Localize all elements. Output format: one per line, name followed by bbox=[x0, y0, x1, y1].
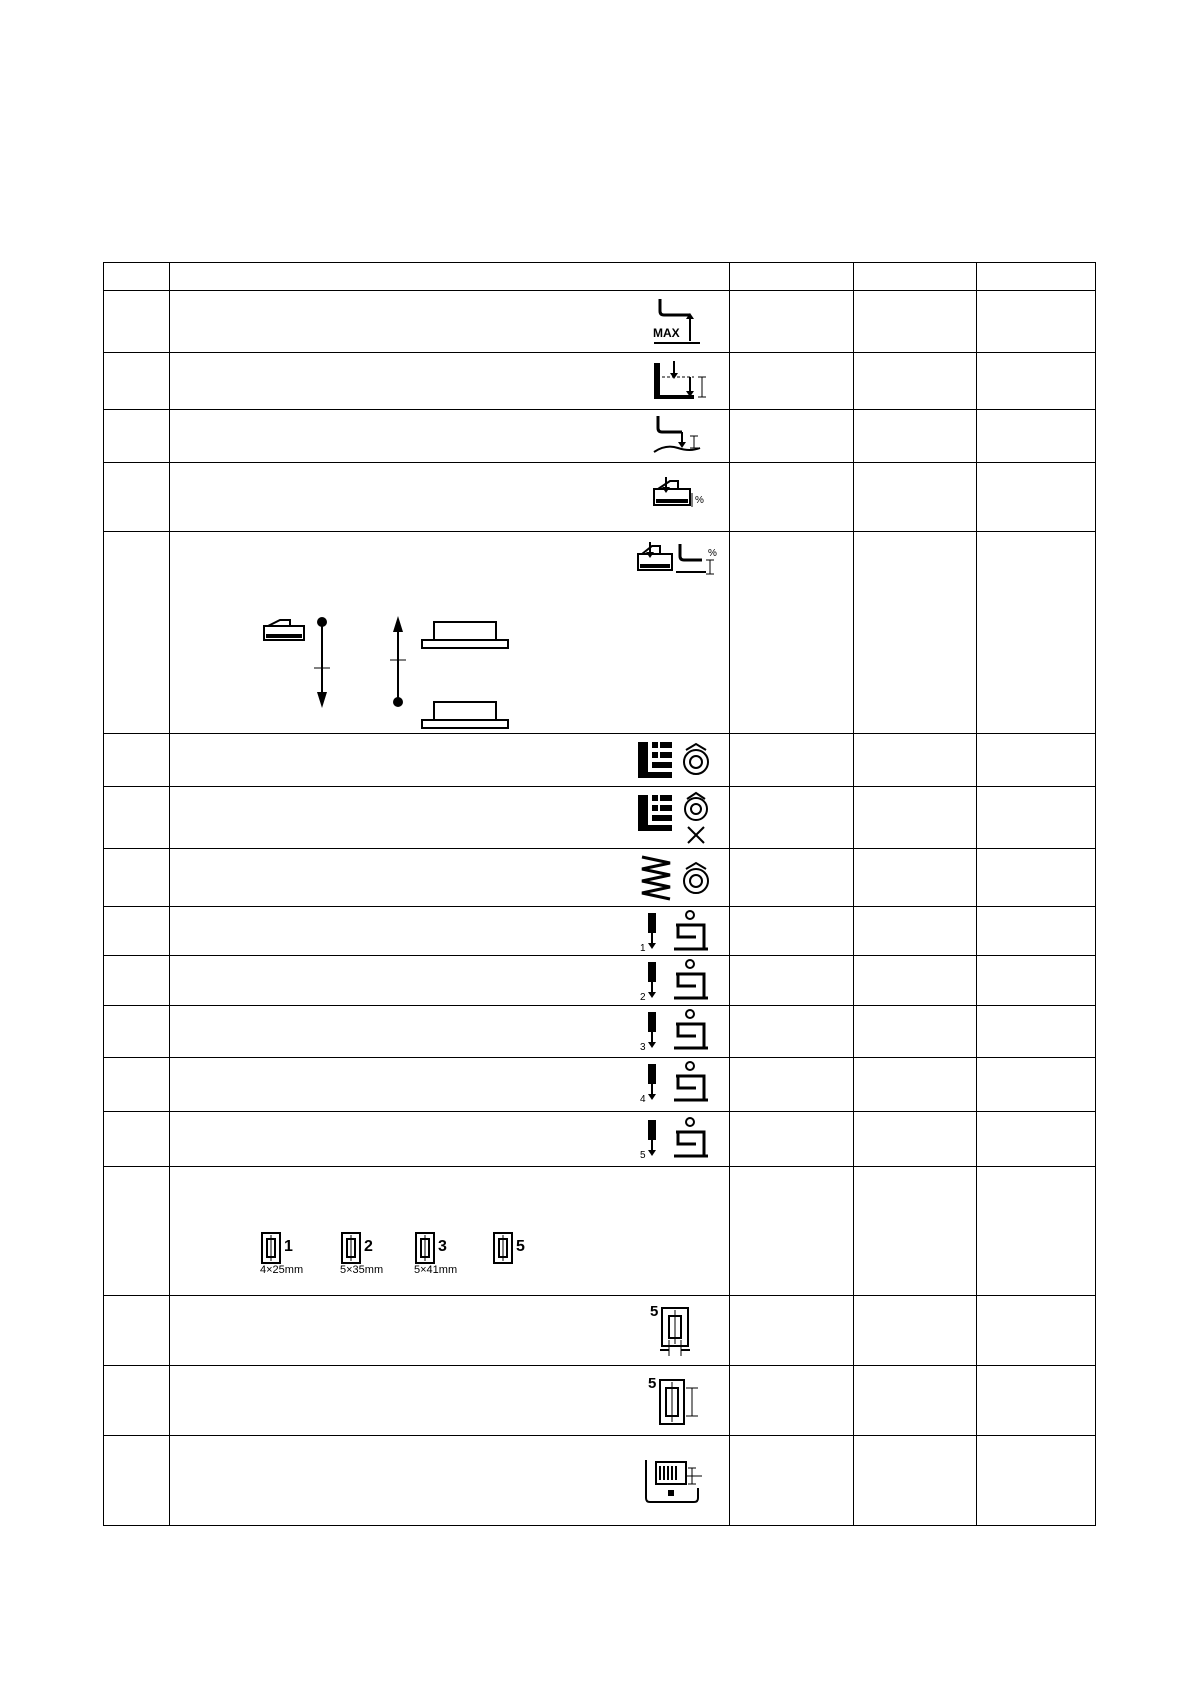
knife-number: 3 bbox=[438, 1238, 447, 1255]
up-arrow-diagram bbox=[386, 614, 410, 714]
table-row bbox=[104, 532, 1096, 734]
table-row bbox=[104, 1167, 1096, 1296]
knife-size: 5×41mm bbox=[414, 1264, 458, 1275]
table-row bbox=[104, 1366, 1096, 1436]
plate-top-diagram bbox=[420, 620, 510, 650]
feed-plate-percent-icon bbox=[650, 475, 710, 515]
step-number: 5 bbox=[640, 1150, 646, 1161]
max-label: MAX bbox=[653, 326, 680, 340]
table-row bbox=[104, 1058, 1096, 1112]
percent-label: % bbox=[695, 495, 704, 506]
feed-plate-small-icon bbox=[262, 616, 310, 644]
presser-stroke-icon bbox=[648, 357, 712, 407]
knife-number-badge: 5 bbox=[650, 1303, 659, 1320]
knife-number: 1 bbox=[284, 1238, 293, 1255]
header-cell-item bbox=[170, 263, 730, 291]
step-number: 4 bbox=[640, 1094, 646, 1105]
knife-length-icon bbox=[646, 1372, 706, 1430]
buttonhole-offset-icon bbox=[642, 1458, 706, 1506]
knife-option-2 bbox=[340, 1231, 404, 1275]
header-cell-no bbox=[104, 263, 170, 291]
header-cell-col3 bbox=[730, 263, 854, 291]
knife-option-3 bbox=[414, 1231, 478, 1275]
table-row bbox=[104, 787, 1096, 849]
knife-number: 5 bbox=[516, 1238, 525, 1255]
knife-number-badge: 5 bbox=[648, 1375, 657, 1392]
table-row bbox=[104, 353, 1096, 410]
header-cell-col5 bbox=[977, 263, 1096, 291]
step-number: 2 bbox=[640, 992, 646, 1003]
knife-size: 4×25mm bbox=[260, 1264, 304, 1275]
table-row bbox=[104, 907, 1096, 956]
stitch-speed-icon bbox=[636, 738, 716, 782]
plate-bottom-diagram bbox=[420, 700, 510, 730]
needle-step-3-icon bbox=[638, 1008, 714, 1054]
table-row bbox=[104, 291, 1096, 353]
knife-number: 2 bbox=[364, 1238, 373, 1255]
table-row bbox=[104, 463, 1096, 532]
table-row bbox=[104, 410, 1096, 463]
presser-max-height-icon bbox=[650, 295, 706, 349]
needle-step-4-icon bbox=[638, 1060, 714, 1106]
needle-step-5-icon bbox=[638, 1116, 714, 1162]
needle-step-1-icon bbox=[638, 909, 714, 955]
knife-width-icon bbox=[648, 1302, 704, 1360]
table-row bbox=[104, 956, 1096, 1006]
knife-option-5 bbox=[492, 1231, 542, 1275]
table-row bbox=[104, 1006, 1096, 1058]
table-row bbox=[104, 1112, 1096, 1167]
knife-option-1 bbox=[260, 1231, 324, 1275]
presser-lift-icon bbox=[650, 414, 706, 460]
bartack-speed-icon bbox=[636, 853, 716, 903]
table-row bbox=[104, 1436, 1096, 1526]
header-cell-col4 bbox=[854, 263, 977, 291]
table-header-row bbox=[104, 263, 1096, 291]
needle-step-2-icon bbox=[638, 958, 714, 1004]
feed-plate-presser-percent-icon bbox=[636, 540, 724, 582]
table-row bbox=[104, 734, 1096, 787]
knife-size: 5×35mm bbox=[340, 1264, 384, 1275]
step-number: 1 bbox=[640, 943, 646, 954]
down-arrow-diagram bbox=[310, 616, 334, 716]
stitch-speed-cut-icon bbox=[636, 791, 716, 847]
percent-label: % bbox=[708, 548, 717, 559]
table-row bbox=[104, 1296, 1096, 1366]
step-number: 3 bbox=[640, 1042, 646, 1053]
table-row bbox=[104, 849, 1096, 907]
settings-table bbox=[103, 262, 1096, 1526]
